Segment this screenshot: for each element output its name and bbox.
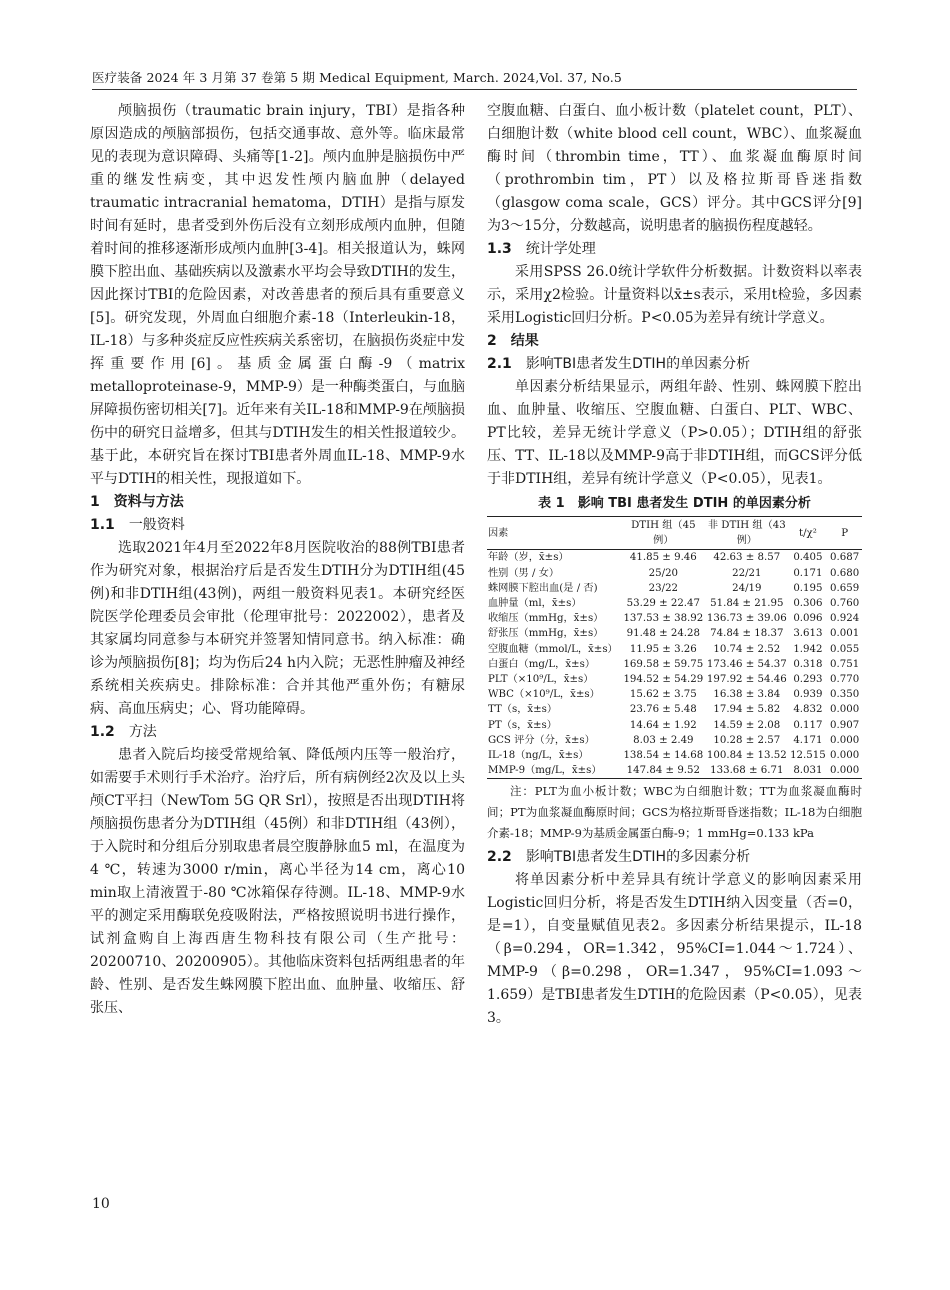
table-row [487,611,862,626]
table-cell: 白蛋白（mg/L，x̄±s） [488,658,596,670]
table-row [487,657,862,672]
section-1-3-heading [487,238,862,261]
table-cell: 0.405 [793,552,823,564]
table-cell: 4.171 [793,734,823,746]
table-cell: 0.001 [830,628,860,640]
table-row [487,566,862,581]
table-cell: 16.38 ± 3.84 [713,689,781,701]
table-row [487,733,862,748]
table-cell: 42.63 ± 8.57 [713,552,781,564]
intro-paragraph: 颅脑损伤（traumatic brain injury，TBI）是指各种原因造成的颅脑部损伤，包括交通事故、意外等。临床最常见的表现为意识障碍、头痛等[1-2]。颅内血肿是脑损伤中严重的继发性病变，其中迟发性颅内脑血肿（delayed traumatic intracranial hematoma，DTIH）是指与原发时间有延时，患者受到外伤后没有立刻形成颅内血肿，但随着时间的推移逐渐形成颅内血肿[3-4]。相关报道认为，蛛网膜下腔出血、基础疾病以及激素水平均会导致DTIH的发生，因此探讨TBI的危险因素，对改善患者的预后具有重要意义[5]。研究发现，外周血白细胞介素-18（Interleukin-18，IL-18）与多种炎症反应性疾病关系密切，在脑损伤炎症中发挥重要作用[6]。基质金属蛋白酶-9（matrix metalloproteinase-9，MMP-9）是一种酶类蛋白，与血脑屏障损伤密切相关[7]。近年来有关IL-18和MMP-9在颅脑损伤中的研究日益增多，但其与DTIH发生的相关性报道较少。基于此，本研究旨在探讨TBI患者外周血IL-18、MMP-9水平与DTIH的相关性，现报道如下。 [90,103,465,487]
table-cell: 74.84 ± 18.37 [710,628,784,640]
table-cell: 0.751 [830,658,860,670]
table-cell: 169.58 ± 59.75 [623,658,704,670]
table-cell: 0.760 [830,598,860,610]
table-row [487,642,862,657]
table-cell: 17.94 ± 5.82 [713,704,781,716]
table-cell: 15.62 ± 3.75 [629,689,697,701]
table-cell: 血肿量（ml，x̄±s） [488,598,582,610]
table-cell: 0.117 [793,719,823,731]
table-header-p: P [827,517,862,550]
table-cell: 0.318 [793,658,823,670]
table-cell: 蛛网膜下腔出血(是 / 否) [488,582,598,594]
table-1-title: 表 1 影响 TBI 患者发生 DTIH 的单因素分析 [538,496,811,511]
section-2-2-title: 影响TBI患者发生DTIH的多因素分析 [525,849,751,866]
table-row [487,702,862,717]
table-cell: 53.29 ± 22.47 [626,598,701,610]
section-1-1-title: 一般资料 [128,517,185,533]
table-cell: 4.832 [793,704,823,716]
table-cell: 25/20 [648,567,679,579]
table-cell: 0.770 [830,674,860,686]
table-1-body [487,550,862,779]
section-2-2-number: 2.2 [487,849,512,866]
table-cell: 0.939 [793,689,823,701]
table-cell: MMP-9（mg/L，x̄±s） [487,763,622,779]
table-cell: 136.73 ± 39.06 [706,613,787,625]
section-2-1-title: 影响TBI患者发生DTIH的单因素分析 [525,356,751,372]
table-1-note: 注：PLT为血小板计数；WBC为白细胞计数；TT为血浆凝血酶时间；PT为血浆凝血酶原时间；GCS为格拉斯哥昏迷指数；IL-18为白细胞介素-18；MMP-9为基质金属蛋白酶-9；1 mmHg=0.133 kPa [487,784,862,841]
continued-paragraph: 空腹血糖、白蛋白、血小板计数（platelet count，PLT）、白细胞计数（white blood cell count，WBC）、血浆凝血酶时间（thrombin time，TT）、血浆凝血酶原时间（prothrombin tim，PT）以及格拉斯哥昏迷指数（glasgow coma scale，GCS）评分。其中GCS评分[9]为3～15分，分数越高，说明患者的脑损伤程度越轻。 [487,103,862,234]
table-cell: 12.515 [790,750,826,762]
table-cell: 0.000 [830,704,860,716]
table-row [487,718,862,733]
table-cell: 23/22 [648,582,679,594]
table-header-stat: t/χ² [789,517,828,550]
table-cell: 0.055 [830,643,860,655]
table-cell: 8.03 ± 2.49 [633,734,694,746]
table-cell: 91.48 ± 24.28 [626,628,701,640]
section-2-1-heading [487,353,862,376]
table-row [487,672,862,687]
table-cell: 0.195 [793,582,823,594]
table-cell: 舒张压（mmHg，x̄±s） [488,628,604,640]
table-header-factor: 因素 [487,517,622,550]
table-row [487,581,862,596]
section-1-2-text: 患者入院后均接受常规给氧、降低颅内压等一般治疗，如需要手术则行手术治疗。治疗后，所有病例经2次及以上头颅CT平扫（NewTom 5G QR Srl），按照是否出现DTIH将颅脑损伤患者分为DTIH组（45例）和非DTIH组（43例），于入院时和分组后分别取患者晨空腹静脉血5 ml，在温度为4 ℃，转速为3000 r/min，离心半径为14 cm，离心10 min取上清液置于-80 ℃冰箱保存待测。IL-18、MMP-9水平的测定采用酶联免疫吸附法，严格按照说明书进行操作，试剂盒购自上海西唐生物科技有限公司（生产批号：20200710、20200905）。其他临床资料包括两组患者的年龄、性别、是否发生蛛网膜下腔出血、血肿量、收缩压、舒张压、 [90,747,465,1016]
section-2-1-number: 2.1 [487,356,512,372]
section-2-2-text: 将单因素分析中差异具有统计学意义的影响因素采用Logistic回归分析，将是否发生DTIH纳入因变量（否=0，是=1），自变量赋值见表2。多因素分析结果提示，IL-18（β=0.294，OR=1.342，95%CI=1.044～1.724）、MMP-9（β=0.298，OR=1.347，95%CI=1.093～1.659）是TBI患者发生DTIH的危险因素（P<0.05），见表3。 [487,872,862,1027]
header-rule [92,89,857,90]
table-cell: 11.95 ± 3.26 [629,643,697,655]
section-1-3-title: 统计学处理 [525,241,596,257]
section-1-1-text: 选取2021年4月至2022年8月医院收治的88例TBI患者作为研究对象，根据治疗后是否发生DTIH分为DTIH组(45例)和非DTIH组(43例)，两组一般资料见表1。本研究经医院医学伦理委员会审批（伦理审批号：2022002），患者及其家属均同意参与本研究并签署知情同意书。纳入标准：确诊为颅脑损伤[8]；均为伤后24 h内入院；无恶性肿瘤及神经系统相关疾病史。排除标准：合并其他严重外伤；有糖尿病、高血压病史；心、肾功能障碍。 [90,540,465,717]
table-cell: 0.000 [830,734,860,746]
section-2-2-heading [487,846,862,869]
section-1-heading: 1 资料与方法 [90,494,184,510]
table-cell: 10.74 ± 2.52 [713,643,781,655]
table-cell: 51.84 ± 21.95 [710,598,784,610]
table-cell: 收缩压（mmHg，x̄±s） [488,613,604,625]
table-row [487,748,862,763]
table-cell: 0.171 [793,567,823,579]
table-cell: 0.096 [793,613,823,625]
table-1 [487,516,862,779]
section-1-2-title: 方法 [128,724,157,740]
table-cell: 年龄（岁，x̄±s） [488,552,569,564]
table-cell: 10.28 ± 2.57 [713,734,781,746]
table-cell: 0.350 [830,689,860,701]
section-1-3-text: 采用SPSS 26.0统计学软件分析数据。计数资料以率表示，采用χ2检验。计量资料以x̄±s表示，采用t检验，多因素采用Logistic回归分析。P<0.05为差异有统计学意义。 [487,264,862,326]
table-cell: 0.924 [830,613,860,625]
table-cell: 194.52 ± 54.29 [623,674,704,686]
right-column [487,100,862,1030]
section-1-3-number: 1.3 [487,241,512,257]
table-header-non-dtih: 非 DTIH 组（43 例） [705,517,788,550]
table-cell: 147.84 ± 9.52 [622,763,705,779]
table-cell: 0.000 [827,763,862,779]
table-cell: 14.64 ± 1.92 [629,719,697,731]
section-1-2-heading [90,721,465,744]
table-cell: 0.293 [793,674,823,686]
table-cell: 8.031 [789,763,828,779]
table-cell: 0.680 [830,567,860,579]
section-1-1-number: 1.1 [90,517,115,533]
table-cell: 性别（男 / 女） [488,567,560,579]
table-cell: 3.613 [793,628,823,640]
table-row [487,687,862,702]
page-number: 10 [92,1196,110,1212]
table-cell: 100.84 ± 13.52 [706,750,787,762]
table-cell: 14.59 ± 2.08 [713,719,781,731]
table-header-dtih: DTIH 组（45 例） [622,517,705,550]
table-cell: PLT（×10⁹/L，x̄±s） [488,674,594,686]
table-cell: 23.76 ± 5.48 [629,704,697,716]
table-cell: 24/19 [732,582,762,594]
table-cell: 1.942 [793,643,823,655]
left-column [90,100,465,1020]
table-cell: WBC（×10⁹/L，x̄±s） [488,689,600,701]
table-cell: 197.92 ± 54.46 [706,674,787,686]
table-cell: 173.46 ± 54.37 [706,658,787,670]
table-cell: TT（s，x̄±s） [488,704,558,716]
table-row [487,626,862,641]
table-cell: PT（s，x̄±s） [488,719,557,731]
table-row [487,550,862,566]
table-cell: 空腹血糖（mmol/L，x̄±s） [488,643,618,655]
table-cell: 0.687 [830,552,860,564]
table-row [487,596,862,611]
table-cell: 0.659 [830,582,860,594]
running-header: 医疗装备 2024 年 3 月第 37 卷第 5 期 Medical Equipment, March. 2024,Vol. 37, No.5 [92,70,622,85]
section-1-1-heading [90,514,465,537]
table-cell: 41.85 ± 9.46 [629,552,697,564]
section-2-1-text: 单因素分析结果显示，两组年龄、性别、蛛网膜下腔出血、血肿量、收缩压、空腹血糖、白蛋白、PLT、WBC、PT比较，差异无统计学意义（P>0.05）；DTIH组的舒张压、TT、IL-18以及MMP-9高于非DTIH组，而GCS评分低于非DTIH组，差异有统计学意义（P<0.05），见表1。 [487,379,862,487]
table-cell: 137.53 ± 38.92 [623,613,704,625]
table-cell: 22/21 [732,567,762,579]
table-cell: 0.907 [830,719,860,731]
section-1-2-number: 1.2 [90,724,115,740]
table-cell: GCS 评分（分，x̄±s） [488,734,595,746]
table-cell: 0.000 [830,750,860,762]
table-cell: 0.306 [793,598,823,610]
table-cell: IL-18（ng/L，x̄±s） [488,750,589,762]
table-cell: 133.68 ± 6.71 [705,763,788,779]
section-2-heading: 2 结果 [487,333,539,349]
table-row [487,763,862,779]
table-cell: 138.54 ± 14.68 [623,750,704,762]
